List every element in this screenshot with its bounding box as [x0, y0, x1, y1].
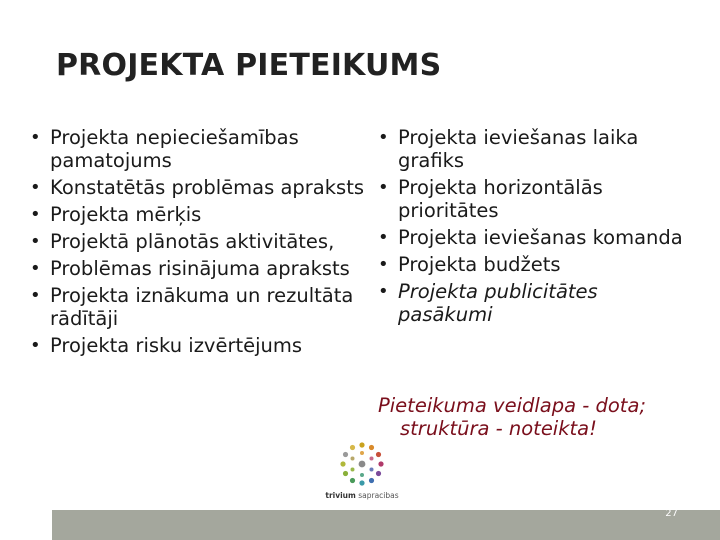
footer-bar [52, 510, 720, 540]
left-bullet-list [30, 126, 370, 361]
form-note: Pieteikuma veidlapa - dota; struktūra - noteikta! [378, 394, 646, 440]
slide-title: PROJEKTA PIETEIKUMS [56, 48, 442, 83]
list-item: • Projektā plānotās aktivitātes, [30, 230, 370, 253]
list-item: • Konstatētās problēmas apraksts [30, 176, 370, 199]
list-item: • Projekta mērķis [30, 203, 370, 226]
list-item: • Projekta ieviešanas laika grafiks [378, 126, 698, 172]
list-item: • Projekta publicitātes pasākumi [378, 280, 698, 326]
list-item: • Projekta horizontālās prioritātes [378, 176, 698, 222]
page-number: 27 [665, 508, 678, 519]
list-item: • Projekta ieviešanas komanda [378, 226, 698, 249]
list-item: • Problēmas risinājuma apraksts [30, 257, 370, 280]
logo [324, 436, 400, 508]
flower-logo-icon [324, 436, 400, 492]
list-item: • Projekta risku izvērtējums [30, 334, 370, 357]
list-item: • Projekta budžets [378, 253, 698, 276]
list-item: • Projekta iznākuma un rezultāta rādītāji [30, 284, 370, 330]
list-item: • Projekta nepieciešamības pamatojums [30, 126, 370, 172]
right-bullet-list [378, 126, 698, 330]
logo-text: trivium sapracibas [325, 491, 399, 500]
